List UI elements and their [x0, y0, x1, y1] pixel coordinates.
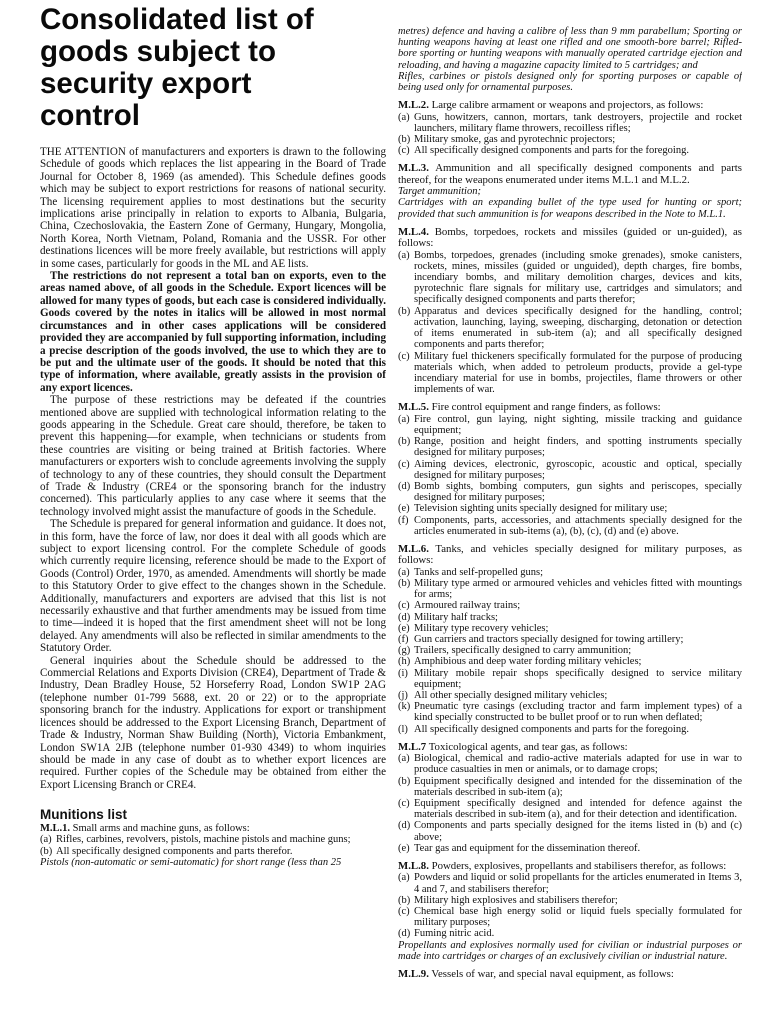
section-ml3 [398, 163, 742, 219]
item-label: (c) [398, 145, 410, 157]
item-label: (a) [398, 413, 410, 425]
list-item [398, 436, 742, 458]
item-text: Television sighting units specially designed for military use; [414, 503, 668, 515]
item-text: Apparatus and devices specifically designed for the handling, control; activation, launching, laying, sweeping, discharging, detonation or detection of items enumerated in sub-item (a); and all specifically designed components and parts therefor; [414, 305, 742, 351]
list-item [398, 623, 742, 634]
sections-list [398, 100, 742, 980]
ml1-note: Pistols (non-automatic or semi-automatic) for short range (less than 25 [40, 856, 342, 868]
list-item [398, 724, 742, 735]
section-head-text: Bombs, torpedoes, rockets and missiles (guided or un-guided), as follows: [398, 225, 742, 250]
list-item [40, 834, 386, 845]
section-heading [398, 969, 742, 980]
item-label: (d) [398, 928, 411, 940]
right-column [398, 26, 742, 980]
item-text: Tear gas and equipment for the dissemination thereof. [414, 842, 641, 854]
list-item [398, 776, 742, 798]
item-text: Bomb sights, bombing computers, gun sights and periscopes, specially designed for military purposes; [414, 480, 742, 504]
item-label: (c) [398, 600, 410, 612]
item-label: (b) [398, 577, 411, 589]
list-item [398, 928, 742, 939]
intro-paragraph: The Schedule is prepared for general information and guidance. It does not, in this form, have the force of law, nor does it deal with all goods which are subject to export licensing control. For the complete Schedule of goods which currently require licensing, reference should be made to the Export of Goods (Control) Order, 1970, as amended. Amendments will shortly be made to this Statutory Order to give effect to the changes shown in the Schedule. Additionally, manufacturers and exporters are advised that this list is not necessarily exhaustive and that further amendments may be issued from time to time—indeed it is hoped that the first amendment sheet will not be long delayed. Any amendments will also be reflected in similar amendments to the Statutory Order. [40, 518, 386, 655]
list-item [398, 414, 742, 436]
section-ml9 [398, 969, 742, 980]
item-label: (k) [398, 701, 411, 713]
list-item [398, 567, 742, 578]
exemption-note: Target ammunition; [398, 186, 481, 198]
item-text: Military high explosives and stabilisers therefor; [414, 894, 618, 906]
item-text: Guns, howitzers, cannon, mortars, tank destroyers, projectile and rocket launchers, military flame throwers, recoilless rifles; [414, 111, 742, 134]
item-label: (f) [398, 633, 409, 645]
item-text: Chemical base high energy solid or liquid fuels specially formulated for military purposes; [414, 906, 742, 929]
section-code: M.L.9. [398, 968, 429, 981]
list-item [398, 690, 742, 701]
item-label: (b) [398, 134, 411, 146]
item-text: Biological, chemical and radio-active materials adapted for use in war to produce casualties in men or animals, or to damage crops; [414, 753, 742, 776]
list-item [398, 134, 742, 145]
item-text: All specifically designed components and parts for the foregoing. [414, 145, 689, 157]
section-heading [398, 861, 742, 872]
section-head-text: Powders, explosives, propellants and stabilisers therefor, as follows: [431, 860, 727, 873]
section-ml8 [398, 861, 742, 962]
item-text: All specifically designed components and parts for the foregoing. [414, 723, 689, 735]
section-head-text: Toxicological agents, and tear gas, as follows: [428, 740, 628, 753]
item-label: (e) [398, 622, 410, 634]
title-line: security export [40, 67, 252, 100]
item-text: Armoured railway trains; [414, 600, 521, 612]
item-text: Fuming nitric acid. [414, 928, 495, 940]
item-label: (c) [398, 458, 410, 470]
item-text: Range, position and height finders, and spotting instruments specially designed for military purposes; [414, 436, 742, 459]
section-head-text: Large calibre armament or weapons and projectors, as follows: [431, 99, 704, 112]
ml1-header [40, 823, 386, 834]
item-text: Fire control, gun laying, night sighting, missile tracking and guidance equipment; [414, 413, 742, 436]
item-text: Military fuel thickeners specifically formulated for the purpose of producing materials which, when added to petroleum products, provide a gel-type incendiary material for use in bombs, projectiles, flame throwers or other implements of war. [414, 350, 742, 396]
section-code: M.L.3. [398, 162, 429, 175]
exemption-note: Propellants and explosives normally used for civilian or industrial purposes or made into cartridges or charges of an exclusively civilian or industrial nature. [398, 939, 742, 962]
section-code: M.L.7 [398, 740, 427, 753]
list-item [398, 701, 742, 723]
item-text: Equipment specifically designed and intended for defence against the materials described in sub-item (a), and for their detection and identification. [414, 798, 742, 821]
item-text: Pneumatic tyre casings (excluding tractor and farm implement types) of a kind specially constructed to be bullet proof or to run when deflated; [414, 701, 742, 724]
list-item [398, 503, 742, 514]
intro-paragraph: The purpose of these restrictions may be defeated if the countries mentioned above are supplied with technological information relating to the goods appearing in the Schedule. Great care should, therefore, be taken to prevent this happening—for example, when technicians or students from these countries are visiting or being trained at British factories. Where manufacturers or exporters wish to conclude agreements involving the supply of technology to any of these countries, they should consult the Department of Trade & Industry (CRE4 or the sponsoring branch for the industry concerned). This particularly applies to any case where it seems that the technology involved might assist the manufacture of goods in the Schedule. [40, 394, 386, 518]
section-head-text: Tanks, and vehicles specially designed for military purposes, as follows: [398, 542, 742, 567]
section-heading [398, 227, 742, 250]
page-title [40, 4, 386, 132]
list-item [398, 515, 742, 537]
section-head-text: Vessels of war, and special naval equipment, as follows: [431, 968, 674, 981]
item-text: Trailers, specifically designed to carry ammunition; [414, 645, 632, 657]
item-label: (b) [398, 775, 411, 787]
list-item [398, 578, 742, 600]
exemption-note: Cartridges with an expanding bullet of the type used for hunting or sport; provided that such ammunition is for weapons described in the Note to M.L.1. [398, 197, 742, 220]
section-ml5 [398, 402, 742, 537]
section-heading [398, 742, 742, 753]
item-text: Gun carriers and tractors specially designed for towing artillery; [414, 633, 684, 645]
item-label: (b) [398, 894, 411, 906]
item-text: Military smoke, gas and pyrotechnic projectors; [414, 134, 616, 146]
item-text: Military mobile repair shops specifically designed to service military equipment; [414, 667, 742, 690]
section-code: M.L.8. [398, 860, 429, 873]
list-item [398, 906, 742, 928]
item-label: (i) [398, 667, 408, 679]
section-code: M.L.5. [398, 401, 429, 414]
item-label: (a) [398, 111, 410, 123]
list-item [398, 753, 742, 775]
intro-paragraph: THE ATTENTION of manufacturers and exporters is drawn to the following Schedule of goods which replaces the list appearing in the Board of Trade Journal for October 8, 1969 (as amended). This Schedule defines goods which may be subject to export restrictions for reasons of national security. The licensing requirement applies to most destinations but the security implications arise principally in relation to exports to Albania, Bulgaria, China, Czechoslovakia, the Eastern Zone of Germany, Hungary, Mongolia, North Korea, North Vietnam, Poland, Romania and the USSR. For other destinations licences will be more freely available, but restrictions will apply in some cases, particularly for goods in the ML and AE lists. [40, 146, 386, 270]
section-ml2 [398, 100, 742, 156]
item-label: (e) [398, 842, 410, 854]
title-line: goods subject to [40, 35, 276, 68]
item-text: Components and parts specially designed for the items listed in (b) and (c) above; [414, 820, 742, 843]
item-text: Amphibious and deep water fording military vehicles; [414, 656, 642, 668]
list-item [40, 846, 386, 857]
item-label: (b) [398, 436, 411, 448]
item-text: Aiming devices, electronic, gyroscopic, acoustic and optical, specially designed for military purposes; [414, 458, 742, 481]
munitions-heading: Munitions list [40, 807, 127, 823]
item-text: Military half tracks; [414, 611, 498, 623]
list-item [398, 895, 742, 906]
item-label: (c) [398, 798, 410, 810]
item-label: (g) [398, 645, 411, 657]
left-column [40, 0, 386, 868]
item-text: Equipment specifically designed and intended for the dissemination of the materials described in sub-item (a); [414, 775, 742, 798]
item-label: (b) [40, 845, 53, 857]
list-item [398, 250, 742, 306]
list-item [398, 843, 742, 854]
item-text: Rifles, carbines, revolvers, pistols, machine pistols and machine guns; [56, 834, 351, 846]
continued-note: metres) defence and having a calibre of less than 9 mm parabellum; Sporting or hunting weapons having at least one rifled and one smooth-bore barrel; Rifled-bore sporting or hunting weapons with manually operated cartridge ejection and reloading, and having a magazine capacity limited to 5 cartridges; and [398, 26, 742, 71]
item-label: (h) [398, 656, 411, 668]
list-item [398, 872, 742, 894]
section-heading [398, 163, 742, 186]
item-label: (d) [398, 480, 411, 492]
list-item [398, 112, 742, 134]
title-line: control [40, 99, 140, 132]
section-ml7 [398, 742, 742, 854]
list-item [398, 351, 742, 396]
item-label: (d) [398, 611, 411, 623]
list-item [398, 600, 742, 611]
item-label: (f) [398, 514, 409, 526]
section-heading [398, 402, 742, 413]
item-label: (a) [398, 753, 410, 765]
list-item [398, 481, 742, 503]
list-item [398, 145, 742, 156]
section-code: M.L.6. [398, 542, 429, 555]
item-label: (e) [398, 503, 410, 515]
list-item [398, 798, 742, 820]
list-item [398, 634, 742, 645]
list-item [398, 459, 742, 481]
ml1-head: Small arms and machine guns, as follows: [72, 823, 250, 835]
section-ml4 [398, 227, 742, 395]
item-text: All other specially designed military vehicles; [414, 690, 608, 701]
title-line: Consolidated list of [40, 3, 314, 36]
section-head-text: Ammunition and all specifically designed components and parts thereof, for the weapons enumerated under items M.L.1 and M.L.2. [398, 162, 742, 186]
item-label: (l) [398, 723, 408, 735]
section-head-text: Fire control equipment and range finders, as follows: [431, 401, 661, 414]
intro-text [40, 146, 386, 791]
list-item [398, 645, 742, 656]
list-item [398, 656, 742, 667]
section-heading [398, 544, 742, 567]
intro-paragraph: General inquiries about the Schedule should be addressed to the Commercial Relations and Exports Division (CRE4), Department of Trade & Industry, Dean Bradley House, 52 Horseferry Road, London SW1P 2AG (telephone number 01-799 5688, ext. 20 or 22) or to the appropriate sponsoring branch for the industry. Applications for export or transhipment licences should be addressed to the Export Licensing Branch, Department of Trade & Industry, Norman Shaw Building (North), Victoria Embankment, London SW1A 2JB (telephone number 01-930 4349) to whom inquiries should be made in any case of doubt as to whether export licences are required. Further copies of the Schedule may be obtained from either the Export Licensing Branch or CRE4. [40, 654, 386, 791]
list-item [398, 820, 742, 842]
item-text: Powders and liquid or solid propellants for the articles enumerated in Items 3, 4 and 7, and stabilisers therefor; [414, 872, 742, 895]
item-text: Bombs, torpedoes, grenades (including smoke grenades), smoke canisters, rockets, mines, missiles (guided or unguided), depth charges, fire bombs, incendiary bombs, and military demolition charges, devices and kits, pyrotechnic flare signals for military use, cartridges and simulators; and specifically designed components and parts therefor; [414, 249, 742, 306]
item-label: (b) [398, 305, 411, 317]
item-text: All specifically designed components and parts therefor. [56, 845, 293, 857]
item-label: (c) [398, 350, 410, 362]
item-text: Components, parts, accessories, and attachments specially designed for the articles enumerated in sub-items (a), (b), (c), (d) and (e) above. [414, 514, 742, 537]
intro-paragraph-bold: The restrictions do not represent a total ban on exports, even to the areas named above, of all goods in the Schedule. Export licences will be allowed for many types of goods, but each case is considered individually. Goods covered by the notes in italics will be allowed in most normal circumstances and in other cases applications will be considered provided they are accompanied by full supporting information, including a precise description of the goods involved, the use to which they are to be put and the ultimate user of the goods. It should be noted that this type of information, where available, greatly assists in the provision of any export licences. [40, 270, 386, 394]
item-label: (d) [398, 820, 411, 832]
section-heading [398, 100, 742, 111]
section-ml6 [398, 544, 742, 735]
list-item [398, 668, 742, 690]
section-code: M.L.4. [398, 225, 429, 238]
item-text: Tanks and self-propelled guns; [414, 566, 544, 578]
continued-note: Rifles, carbines or pistols designed only for sporting purposes or capable of being used only for ornamental purposes. [398, 70, 742, 94]
item-label: (a) [40, 834, 52, 846]
item-text: Military type armed or armoured vehicles and vehicles fitted with mountings for arms; [414, 577, 742, 601]
ml1-code: M.L.1. [40, 823, 71, 835]
item-label: (j) [398, 690, 408, 701]
item-label: (a) [398, 872, 410, 884]
item-label: (a) [398, 249, 410, 261]
item-label: (a) [398, 566, 410, 578]
item-text: Military type recovery vehicles; [414, 622, 549, 634]
item-label: (c) [398, 906, 410, 918]
list-item [398, 306, 742, 351]
section-code: M.L.2. [398, 99, 429, 112]
list-item [398, 612, 742, 623]
